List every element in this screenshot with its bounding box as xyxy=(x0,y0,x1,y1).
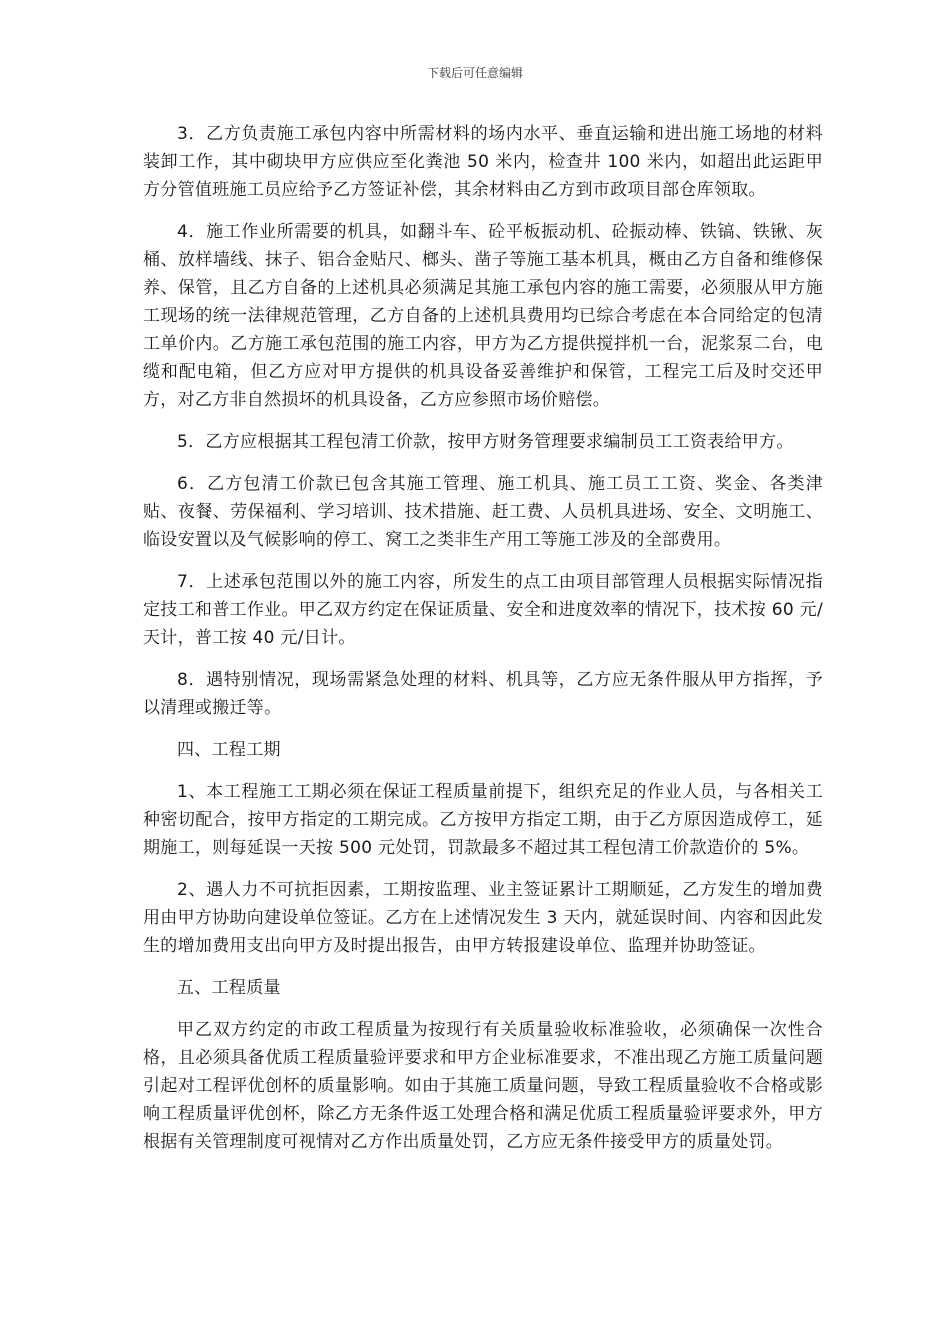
clause-3-paragraph: 3．乙方负责施工承包内容中所需材料的场内水平、垂直运输和进出施工场地的材料装卸工作，其中砌块甲方应供应至化粪池 50 米内，检查井 100 米内，如超出此运距甲方分管值班施工员应给予乙方签证补偿，其余材料由乙方到市政项目部仓库领取。 xyxy=(143,124,823,200)
section-4-heading: 四、工程工期 xyxy=(177,740,281,760)
clause-8-paragraph: 8．遇特别情况，现场需紧急处理的材料、机具等，乙方应无条件服从甲方指挥，予以清理或搬迁等。 xyxy=(143,670,823,718)
page-header: 下载后可任意编辑 xyxy=(426,66,523,80)
document-body xyxy=(143,120,823,1170)
section-5-heading: 五、工程质量 xyxy=(177,978,281,998)
clause-7-paragraph: 7．上述承包范围以外的施工内容，所发生的点工由项目部管理人员根据实际情况指定技工和普工作业。甲乙双方约定在保证质量、安全和进度效率的情况下，技术按 60 元/天计，普工按 40 元/日计。 xyxy=(143,572,823,648)
clause-5-paragraph: 5．乙方应根据其工程包清工价款，按甲方财务管理要求编制员工工资表给甲方。 xyxy=(177,432,794,452)
section-5-paragraph: 甲乙双方约定的市政工程质量为按现行有关质量验收标准验收，必须确保一次性合格，且必须具备优质工程质量验评要求和甲方企业标准要求，不准出现乙方施工质量问题引起对工程评优创杯的质量影响。如由于其施工质量问题，导致工程质量验收不合格或影响工程质量评优创杯，除乙方无条件返工处理合格和满足优质工程质量验评要求外，甲方根据有关管理制度可视情对乙方作出质量处罚，乙方应无条件接受甲方的质量处罚。 xyxy=(143,1020,823,1152)
clause-4-paragraph: 4．施工作业所需要的机具，如翻斗车、砼平板振动机、砼振动棒、铁镐、铁锹、灰桶、放样墙线、抹子、铝合金贴尺、榔头、凿子等施工基本机具，概由乙方自备和维修保养、保管，且乙方自备的上述机具必须满足其施工承包内容的施工需要，必须服从甲方施工现场的统一法律规范管理，乙方自备的上述机具费用均已综合考虑在本合同给定的包清工单价内。乙方施工承包范围的施工内容，甲方为乙方提供搅拌机一台，泥浆泵二台，电缆和配电箱，但乙方应对甲方提供的机具设备妥善维护和保管，工程完工后及时交还甲方，对乙方非自然损坏的机具设备，乙方应参照市场价赔偿。 xyxy=(143,222,823,410)
clause-6-paragraph: 6．乙方包清工价款已包含其施工管理、施工机具、施工员工工资、奖金、各类津贴、夜餐、劳保福利、学习培训、技术措施、赶工费、人员机具进场、安全、文明施工、临设安置以及气候影响的停工、窝工之类非生产用工等施工涉及的全部费用。 xyxy=(143,474,823,550)
section-4-item-1: 1、本工程施工工期必须在保证工程质量前提下，组织充足的作业人员，与各相关工种密切配合，按甲方指定的工期完成。乙方按甲方指定工期，由于乙方原因造成停工，延期施工，则每延误一天按 500 元处罚，罚款最多不超过其工程包清工价款造价的 5%。 xyxy=(143,782,823,858)
section-4-item-2: 2、遇人力不可抗拒因素，工期按监理、业主签证累计工期顺延，乙方发生的增加费用由甲方协助向建设单位签证。乙方在上述情况发生 3 天内，就延误时间、内容和因此发生的增加费用支出向甲方及时提出报告，由甲方转报建设单位、监理并协助签证。 xyxy=(143,880,823,956)
